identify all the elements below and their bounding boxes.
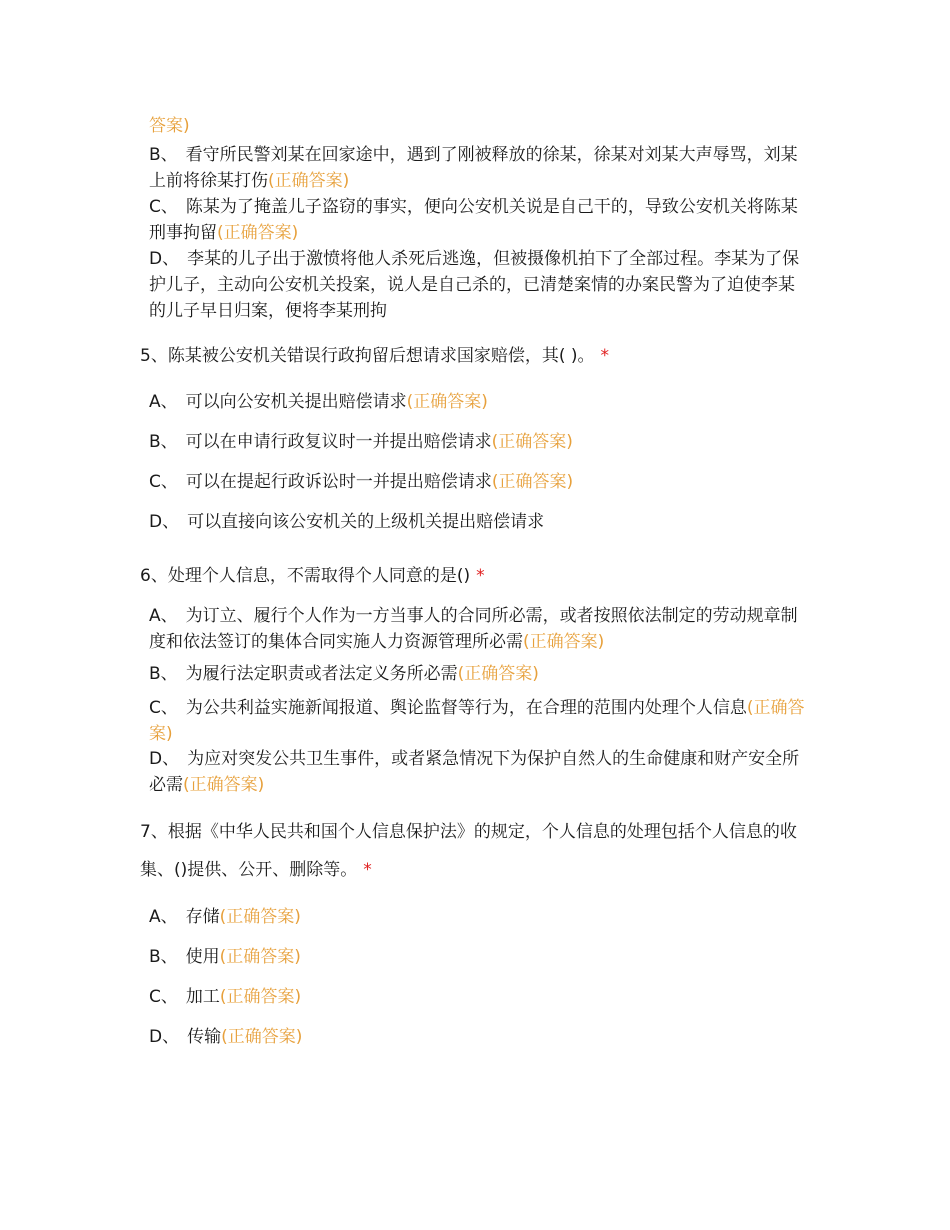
option-text: 可以在提起行政诉讼时一并提出赔偿请求 bbox=[185, 472, 492, 492]
option-text: 存储 bbox=[185, 907, 220, 927]
question-text: 6、处理个人信息，不需取得个人同意的是() bbox=[140, 566, 471, 586]
option-letter: D、 bbox=[149, 249, 180, 269]
option-text: 为应对突发公共卫生事件，或者紧急情况下为保护自然人的生命健康和财产安全所必需 bbox=[149, 749, 800, 795]
option-text: 加工 bbox=[185, 987, 220, 1007]
q4-answer-continuation bbox=[149, 113, 809, 139]
q4-option-b[interactable] bbox=[149, 142, 809, 194]
correct-answer-tag: (正确答案) bbox=[491, 472, 574, 492]
q7-option-a[interactable] bbox=[149, 904, 809, 930]
correct-answer-tag: (正确答案) bbox=[219, 947, 301, 967]
correct-answer-tag: (正确答案) bbox=[219, 907, 301, 927]
option-letter: D、 bbox=[149, 512, 180, 532]
required-marker: * bbox=[363, 860, 372, 880]
option-text: 传输 bbox=[187, 1027, 222, 1047]
q4-option-c[interactable] bbox=[149, 194, 809, 246]
correct-answer-tag: 答案) bbox=[149, 116, 190, 136]
option-letter: A、 bbox=[149, 907, 178, 927]
q5-option-c[interactable] bbox=[149, 469, 809, 495]
option-letter: B、 bbox=[149, 145, 178, 165]
option-text: 可以直接向该公安机关的上级机关提出赔偿请求 bbox=[187, 512, 545, 532]
option-text: 使用 bbox=[185, 947, 220, 967]
option-text: 为公共利益实施新闻报道、舆论监督等行为，在合理的范围内处理个人信息 bbox=[185, 698, 747, 718]
correct-answer-tag: (正确答案) bbox=[149, 698, 805, 744]
option-text: 可以在申请行政复议时一并提出赔偿请求 bbox=[185, 432, 492, 452]
correct-answer-tag: (正确答案) bbox=[217, 223, 299, 243]
option-text: 为履行法定职责或者法定义务所必需 bbox=[185, 664, 458, 684]
question-text: 5、陈某被公安机关错误行政拘留后想请求国家赔偿，其( )。 bbox=[140, 346, 595, 366]
option-letter: A、 bbox=[149, 392, 178, 412]
q5-option-b[interactable] bbox=[149, 429, 809, 455]
correct-answer-tag: (正确答案) bbox=[268, 171, 350, 191]
correct-answer-tag: (正确答案) bbox=[523, 632, 605, 652]
option-text: 陈某为了掩盖儿子盗窃的事实，便向公安机关说是自己干的，导致公安机关将陈某刑事拘留 bbox=[149, 197, 798, 243]
q7-title bbox=[140, 813, 810, 889]
q7-option-b[interactable] bbox=[149, 944, 809, 970]
question-text: 7、根据《中华人民共和国个人信息保护法》的规定，个人信息的处理包括个人信息的收集、()提供、公开、删除等。 bbox=[140, 822, 797, 880]
q6-option-b[interactable] bbox=[149, 661, 809, 687]
correct-answer-tag: (正确答案) bbox=[457, 664, 539, 684]
option-letter: B、 bbox=[149, 664, 178, 684]
q7-option-c[interactable] bbox=[149, 984, 809, 1010]
q6-option-c[interactable] bbox=[149, 695, 809, 747]
q5-title bbox=[140, 343, 810, 369]
q6-title bbox=[140, 563, 810, 589]
required-marker: * bbox=[600, 346, 609, 366]
q6-option-a[interactable] bbox=[149, 603, 809, 655]
q5-option-a[interactable] bbox=[149, 389, 809, 415]
q4-option-d[interactable] bbox=[149, 246, 809, 324]
option-letter: B、 bbox=[149, 432, 178, 452]
option-text: 为订立、履行个人作为一方当事人的合同所必需，或者按照依法制定的劳动规章制度和依法签订的集体合同实施人力资源管理所必需 bbox=[149, 606, 798, 652]
option-letter: B、 bbox=[149, 947, 178, 967]
correct-answer-tag: (正确答案) bbox=[183, 775, 265, 795]
q7-option-d[interactable] bbox=[149, 1024, 809, 1050]
option-letter: C、 bbox=[149, 698, 178, 718]
option-letter: D、 bbox=[149, 1027, 180, 1047]
q6-option-d[interactable] bbox=[149, 746, 809, 798]
option-letter: C、 bbox=[149, 987, 178, 1007]
option-text: 看守所民警刘某在回家途中，遇到了刚被释放的徐某，徐某对刘某大声辱骂，刘某上前将徐某打伤 bbox=[149, 145, 798, 191]
option-letter: C、 bbox=[149, 197, 178, 217]
option-text: 李某的儿子出于激愤将他人杀死后逃逸，但被摄像机拍下了全部过程。李某为了保护儿子，主动向公安机关投案，说人是自己杀的，已清楚案情的办案民警为了迫使李某的儿子早日归案，便将李某刑拘 bbox=[149, 249, 800, 321]
option-text: 可以向公安机关提出赔偿请求 bbox=[185, 392, 407, 412]
option-letter: C、 bbox=[149, 472, 178, 492]
required-marker: * bbox=[476, 566, 485, 586]
q5-option-d[interactable] bbox=[149, 509, 809, 535]
correct-answer-tag: (正确答案) bbox=[406, 392, 488, 412]
correct-answer-tag: (正确答案) bbox=[491, 432, 573, 452]
correct-answer-tag: (正确答案) bbox=[219, 987, 302, 1007]
option-letter: D、 bbox=[149, 749, 180, 769]
correct-answer-tag: (正确答案) bbox=[221, 1027, 303, 1047]
option-letter: A、 bbox=[149, 606, 178, 626]
